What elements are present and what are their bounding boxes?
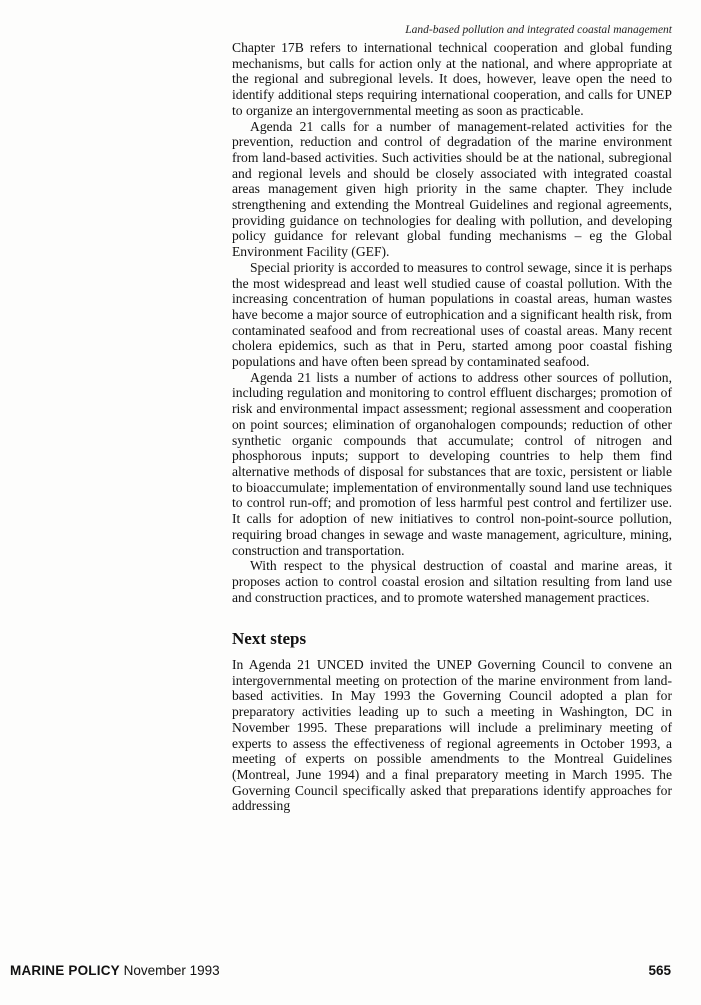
paragraph: With respect to the physical destruction of coastal and marine areas, it proposes action to control coastal erosion and siltation resulting from land use and construction practices, and to promote watershed management practices.: [232, 558, 672, 605]
paragraph: Agenda 21 calls for a number of management-related activities for the prevention, reduction and control of degradation of the marine environment from land-based activities. Such activities should be at the national, subregional and regional levels and should be closely associated with integrated coastal areas management given high priority in the same chapter. They include strengthening and extending the Montreal Guidelines and regional agreements, providing guidance on technologies for dealing with pollution, and developing policy guidance for relevant global funding mechanisms – eg the Global Environment Facility (GEF).: [232, 118, 672, 260]
page-footer: [10, 963, 671, 978]
journal-name: MARINE POLICY: [10, 963, 120, 978]
paragraph: Agenda 21 lists a number of actions to address other sources of pollution, including regulation and monitoring to control effluent discharges; promotion of risk and environmental impact assessment; regional assessment and cooperation on point sources; elimination of organohalogen compounds; reduction of other synthetic organic compounds that accumulate; control of nitrogen and phosphorous inputs; support to developing countries to help them find alternative methods of disposal for substances that are toxic, persistent or liable to bioaccumulate; implementation of environmentally sound land use techniques to control run-off; and promotion of less harmful pest control and fertilizer use. It calls for adoption of new initiatives to control non-point-source pollution, requiring broad changes in sewage and waste management, agriculture, mining, construction and transportation.: [232, 369, 672, 558]
paragraph: In Agenda 21 UNCED invited the UNEP Governing Council to convene an intergovernmental meeting on protection of the marine environment from land-based activities. In May 1993 the Governing Council adopted a plan for preparatory activities leading up to such a meeting in Washington, DC in November 1995. These preparations will include a preliminary meeting of experts to assess the effectiveness of regional agreements in October 1993, a meeting of experts on possible amendments to the Montreal Guidelines (Montreal, June 1994) and a final preparatory meeting in March 1995. The Governing Council specifically asked that preparations identify approaches for addressing: [232, 657, 672, 814]
running-head: Land-based pollution and integrated coastal management: [405, 24, 672, 36]
paragraph: Chapter 17B refers to international technical cooperation and global funding mechanisms, but calls for action only at the national, and where appropriate at the regional and subregional levels. It does, however, leave open the need to identify additional steps requiring international cooperation, and calls for UNEP to organize an intergovernmental meeting as soon as practicable.: [232, 40, 672, 118]
page-number: 565: [648, 963, 671, 978]
text-column: [232, 40, 672, 814]
paragraph: Special priority is accorded to measures to control sewage, since it is perhaps the most widespread and least well studied cause of coastal pollution. With the increasing concentration of human populations in coastal areas, human wastes have become a major source of eutrophication and a significant health risk, from contaminated seafood and from recreational uses of coastal areas. Many recent cholera epidemics, such as that in Peru, started among poor coastal fishing populations and have often been spread by contaminated seafood.: [232, 259, 672, 370]
section-heading: Next steps: [232, 629, 307, 649]
issue-date: November 1993: [123, 963, 220, 978]
